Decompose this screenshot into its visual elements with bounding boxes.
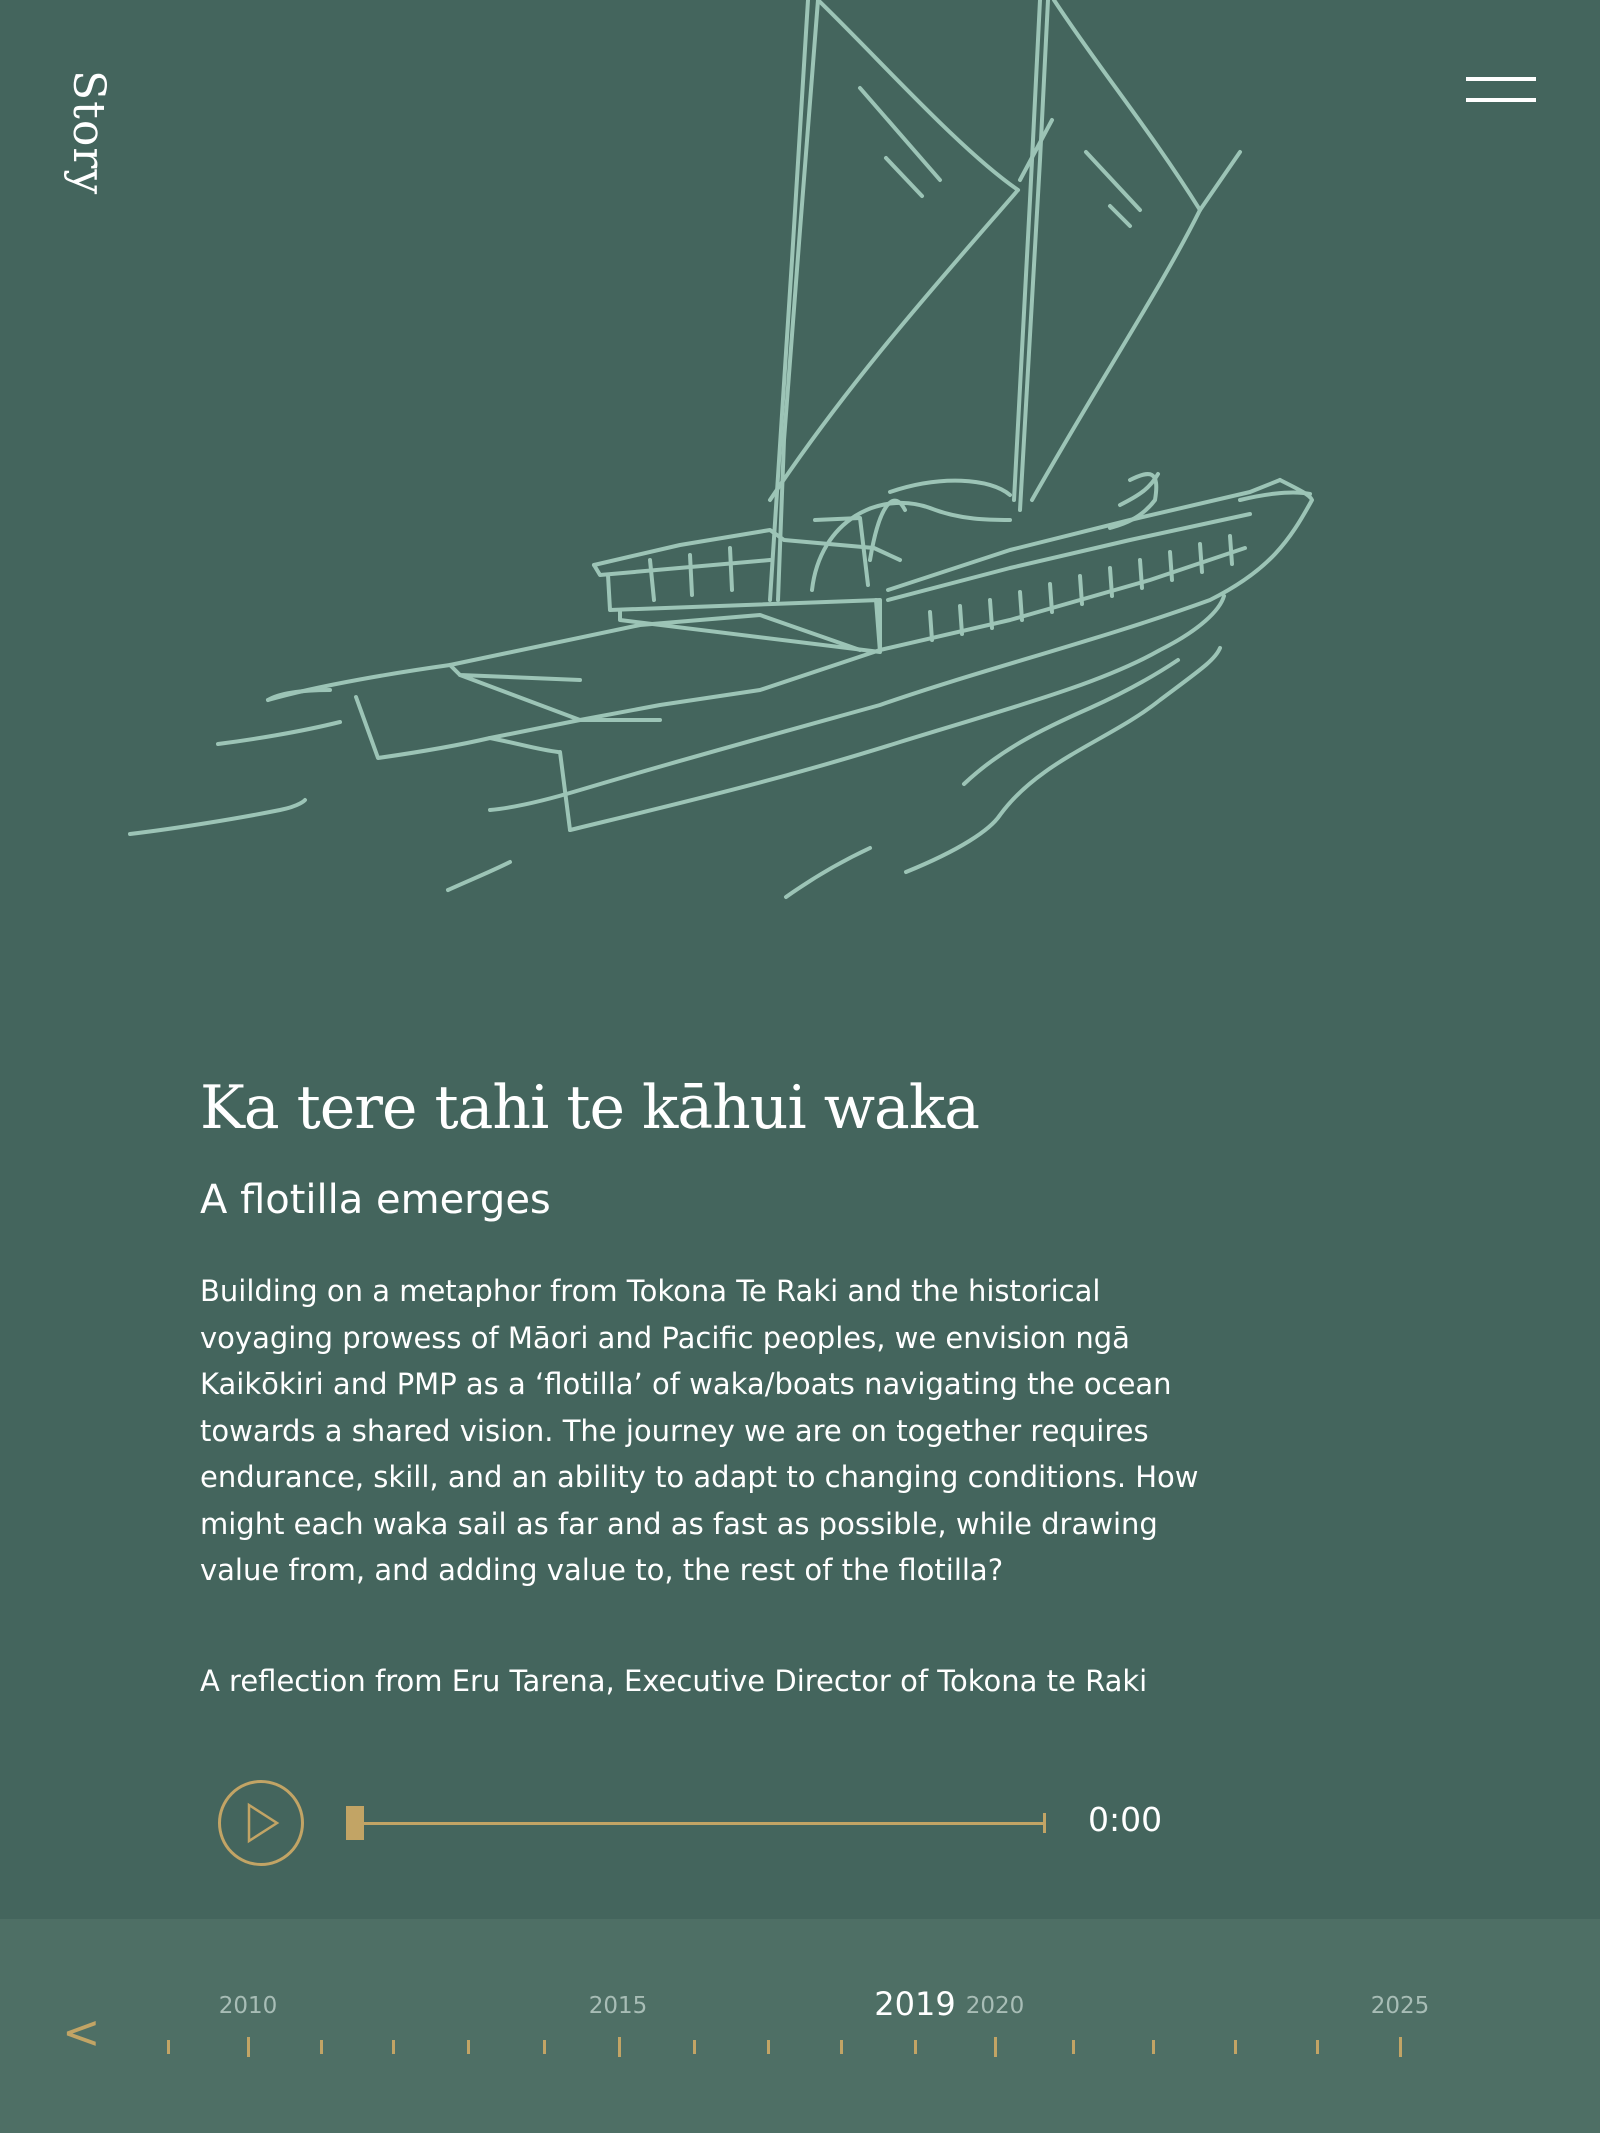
play-icon (243, 1801, 283, 1845)
timeline-tick-major (1399, 2037, 1402, 2057)
audio-player (218, 1780, 1198, 1870)
seek-handle[interactable] (346, 1806, 364, 1840)
timeline-year-2020[interactable]: 2020 (965, 1993, 1025, 2019)
timeline-tick-active (914, 2040, 917, 2054)
section-title: Story (63, 70, 114, 196)
audio-time: 0:00 (1088, 1800, 1163, 1839)
seek-track (346, 1822, 1046, 1825)
timeline-year-2010[interactable]: 2010 (218, 1993, 278, 2019)
timeline-tick-major (618, 2037, 621, 2057)
timeline-year-2019[interactable]: 2019 (874, 1985, 956, 2023)
year-timeline (0, 1919, 1600, 2133)
timeline-tick-major (994, 2037, 997, 2057)
timeline-year-2025[interactable]: 2025 (1370, 1993, 1430, 2019)
seek-end-marker (1043, 1813, 1046, 1833)
timeline-tick-major (247, 2037, 250, 2057)
timeline-tick (1152, 2040, 1155, 2054)
timeline-tick (543, 2040, 546, 2054)
timeline-tick (1234, 2040, 1237, 2054)
timeline-tick (467, 2040, 470, 2054)
timeline-back-button[interactable]: < (62, 2005, 101, 2059)
audio-seek-slider[interactable] (346, 1804, 1046, 1842)
timeline-tick (1072, 2040, 1075, 2054)
story-body: Building on a metaphor from Tokona Te Raki and the historical voyaging prowess of Māori and Pacific peoples, we envision ngā Kaikōkiri and PMP as a ‘flotilla’ of waka/boats navigating the ocean towards a shared vision. The journey we are on together requires endurance, skill, and an ability to adapt to changing conditions. How might each waka sail as far and as fast as possible, while drawing value from, and adding value to, the rest of the flotilla? (200, 1274, 1199, 1587)
timeline-tick (167, 2040, 170, 2054)
timeline-tick (840, 2040, 843, 2054)
timeline-year-2015[interactable]: 2015 (588, 1993, 648, 2019)
timeline-tick (1316, 2040, 1319, 2054)
timeline-tick (767, 2040, 770, 2054)
timeline-tick (392, 2040, 395, 2054)
timeline-tick (320, 2040, 323, 2054)
story-title: Ka tere tahi te kāhui waka (200, 1073, 979, 1143)
waka-illustration (0, 0, 1600, 940)
play-button[interactable] (218, 1780, 304, 1866)
story-subtitle: A flotilla emerges (200, 1177, 551, 1223)
audio-credit: A reflection from Eru Tarena, Executive Director of Tokona te Raki (200, 1664, 1148, 1698)
timeline-tick (693, 2040, 696, 2054)
